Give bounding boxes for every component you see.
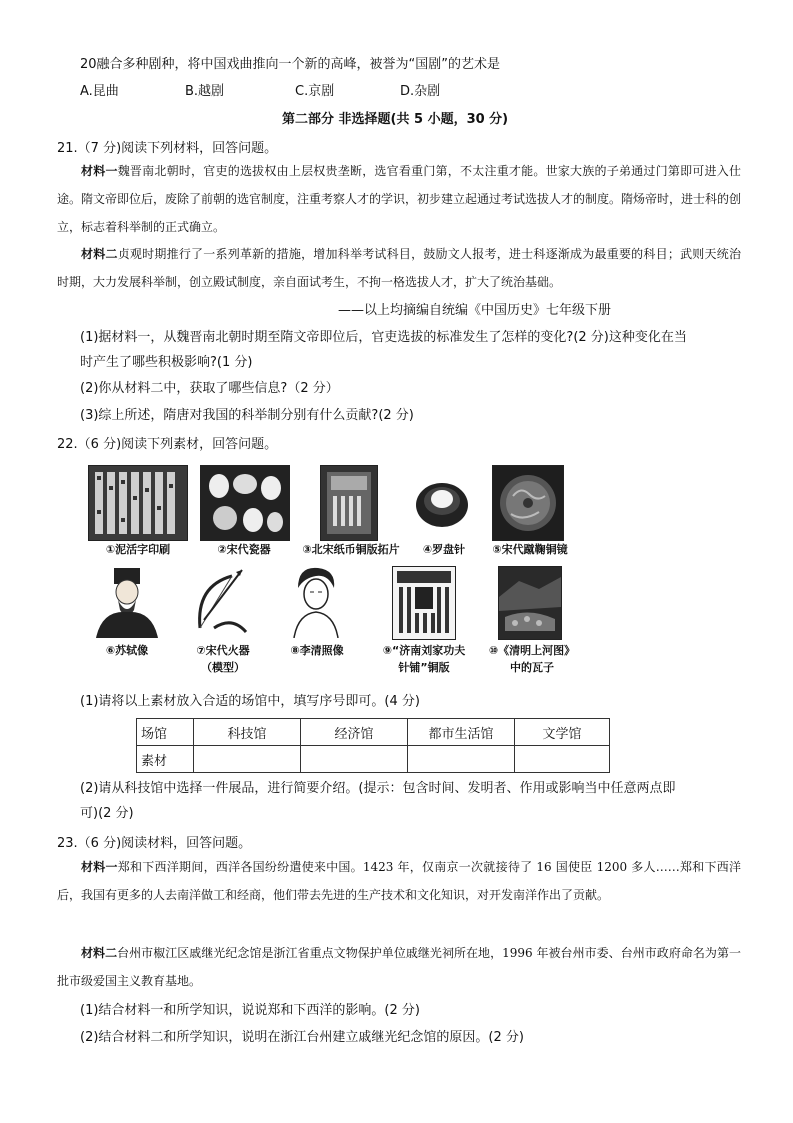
- venue-header-science: 科技馆: [194, 719, 301, 746]
- answer-cell-literature[interactable]: [515, 746, 610, 773]
- q21-material-1-tag: 材料一: [81, 164, 118, 178]
- q22-stem: 22.（6 分)阅读下列素材，回答问题。: [57, 437, 278, 452]
- venue-header-literature: 文学馆: [515, 719, 610, 746]
- caption-7-line2: （模型）: [201, 661, 245, 674]
- image-li-qingzhao-portrait: [288, 566, 344, 638]
- q22-sub2-line2: 可)(2 分): [80, 806, 134, 821]
- compass-icon: [412, 465, 472, 539]
- q20-option-d: D.杂剧: [400, 84, 441, 99]
- q23-material-2-tag: 材料二: [81, 946, 118, 960]
- q20-option-a: A.昆曲: [80, 84, 119, 99]
- caption-1: ①泥活字印刷: [105, 543, 171, 556]
- q20-stem: 20融合多种剧种，将中国戏曲推向一个新的高峰，被誉为“国剧”的艺术是: [80, 57, 501, 72]
- q21-sub1-line1: (1)据材料一，从魏晋南北朝时期至隋文帝即位后，官吏选拔的标准发生了怎样的变化?(2 分)这种变化在当: [80, 330, 687, 345]
- q21-sub3: (3)综上所述，隋唐对我国的科举制分别有什么贡献?(2 分): [80, 408, 414, 423]
- caption-4: ④罗盘针: [422, 543, 466, 556]
- caption-5: ⑤宋代蹴鞠铜镜: [492, 543, 568, 556]
- answer-cell-economy[interactable]: [301, 746, 408, 773]
- venue-row-label: 素材: [137, 746, 194, 773]
- q21-source: ——以上均摘编自统编《中国历史》七年级下册: [338, 303, 612, 318]
- q23-material-1: [57, 853, 741, 909]
- q22-sub1: (1)请将以上素材放入合适的场馆中，填写序号即可。(4 分): [80, 694, 420, 709]
- q21-sub1-line2: 时产生了哪些积极影响?(1 分): [80, 355, 253, 370]
- venue-table-header-row: [137, 719, 610, 746]
- clay-type-printing-icon: [89, 466, 187, 540]
- q23-sub1: (1)结合材料一和所学知识，说说郑和下西洋的影响。(2 分): [80, 1003, 420, 1018]
- q21-material-2-text: 贞观时期推行了一系列革新的措施，增加科举考试科目，鼓励文人报考，进士科逐渐成为最重要的科目；武则天统治时期，大力发展科举制，创立殿试制度，亲自面试考生，不拘一格选拔人才，扩大了统治基础。: [57, 247, 741, 289]
- caption-10: ⑩《清明上河图》: [488, 644, 576, 657]
- q21-material-2: [57, 240, 741, 296]
- q23-sub2: (2)结合材料二和所学知识，说明在浙江台州建立戚继光纪念馆的原因。(2 分): [80, 1030, 524, 1045]
- image-compass: [412, 465, 472, 539]
- image-clay-type-printing: [88, 465, 188, 541]
- li-qingzhao-portrait-icon: [288, 566, 344, 638]
- q20-option-c: C.京剧: [295, 84, 335, 99]
- q23-material-1-text: 郑和下西洋期间，西洋各国纷纷遣使来中国。1423 年，仅南京一次就接待了 16 国使臣 1200 多人……郑和下西洋后，我国有更多的人去南洋做工和经商，他们带去先进的生产技术和文化知识，对开发南洋作出了贡献。: [57, 860, 741, 902]
- caption-7: ⑦宋代火器: [196, 644, 250, 657]
- caption-9: ⑨“济南刘家功夫: [382, 644, 466, 657]
- image-cuju-mirror: [492, 465, 564, 541]
- venue-header-economy: 经济馆: [301, 719, 408, 746]
- image-song-firearm: [192, 566, 250, 638]
- q21-material-1: [57, 157, 741, 241]
- image-needle-shop-plate: [392, 566, 456, 640]
- q23-stem: 23.（6 分)阅读材料，回答问题。: [57, 836, 252, 851]
- su-shi-portrait-icon: [92, 566, 162, 638]
- caption-8: ⑧李清照像: [290, 644, 344, 657]
- answer-cell-urban-life[interactable]: [408, 746, 515, 773]
- image-qingming-painting: [498, 566, 562, 640]
- q23-material-2: [57, 939, 741, 995]
- bow-icon: [192, 566, 250, 638]
- image-su-shi-portrait: [92, 566, 162, 638]
- image-paper-money-plate: [320, 465, 378, 541]
- q21-material-1-text: 魏晋南北朝时，官吏的选拔权由上层权贵垄断，选官看重门第，不太注重才能。世家大族的子弟通过门第即可进入仕途。隋文帝即位后，废除了前朝的选官制度，注重考察人才的学识，初步建立起通过考试选拔人才的制度。隋炀帝时，进士科的创立，标志着科举制的正式确立。: [57, 164, 742, 234]
- bronze-mirror-icon: [493, 466, 563, 540]
- caption-10-line2: 中的瓦子: [510, 661, 554, 674]
- caption-9-line2: 针铺”铜版: [398, 661, 450, 674]
- venue-header-label: 场馆: [137, 719, 194, 746]
- image-song-porcelain: [200, 465, 290, 541]
- q20-option-b: B.越剧: [185, 84, 225, 99]
- caption-6: ⑥苏轼像: [105, 644, 149, 657]
- q21-sub2: (2)你从材料二中，获取了哪些信息?（2 分）: [80, 381, 339, 396]
- caption-2: ②宋代瓷器: [217, 543, 271, 556]
- q21-material-2-tag: 材料二: [81, 247, 118, 261]
- q21-stem: 21.（7 分)阅读下列材料，回答问题。: [57, 141, 278, 156]
- venue-table: [136, 718, 610, 773]
- q22-sub2-line1: (2)请从科技馆中选择一件展品，进行简要介绍。(提示：包含时间、发明者、作用或影响当中任意两点即: [80, 781, 676, 796]
- q23-material-2-text: 台州市椒江区戚继光纪念馆是浙江省重点文物保护单位戚继光祠所在地，1996 年被台州市委、台州市政府命名为第一批市级爱国主义教育基地。: [57, 946, 741, 988]
- caption-3: ③北宋纸币铜版拓片: [302, 543, 400, 556]
- needle-shop-plate-icon: [393, 567, 455, 639]
- qingming-painting-icon: [499, 567, 561, 639]
- q23-material-1-tag: 材料一: [81, 860, 118, 874]
- porcelain-icon: [201, 466, 289, 540]
- part2-title: 第二部分 非选择题(共 5 小题，30 分): [282, 112, 509, 127]
- paper-money-plate-icon: [321, 466, 377, 540]
- venue-header-urban-life: 都市生活馆: [408, 719, 515, 746]
- venue-table-answer-row: [137, 746, 610, 773]
- answer-cell-science[interactable]: [194, 746, 301, 773]
